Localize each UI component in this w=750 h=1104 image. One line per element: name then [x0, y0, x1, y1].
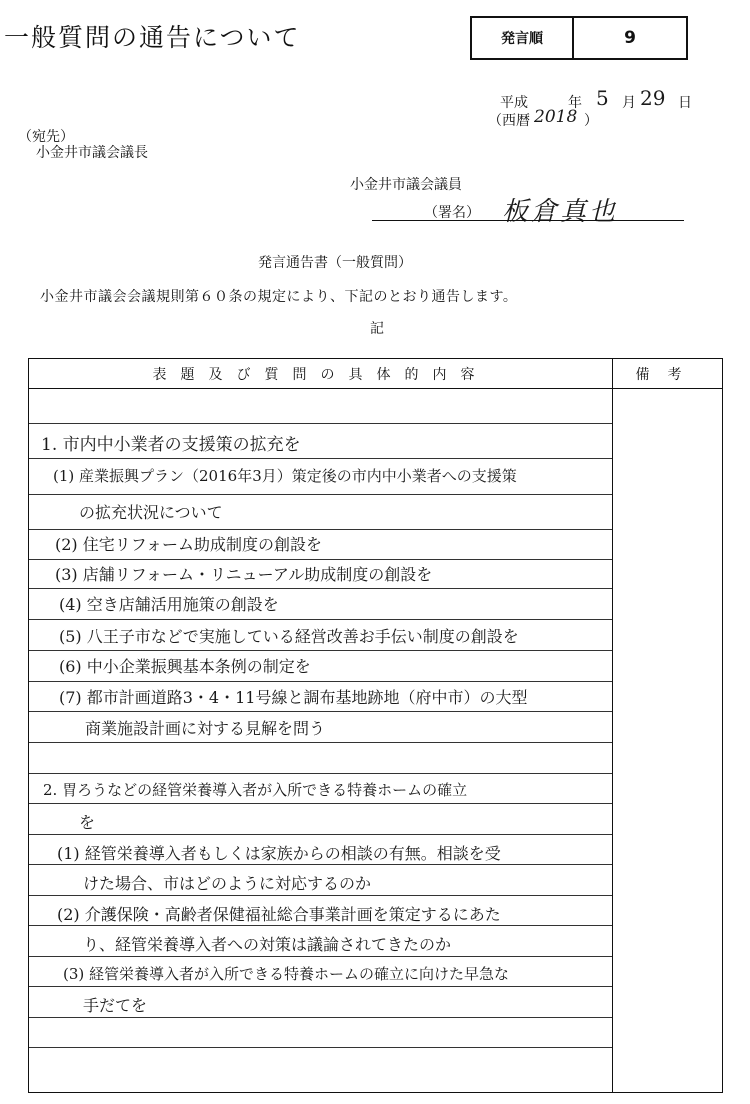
ruled-line: [29, 423, 612, 424]
question-line: の拡充状況について: [79, 503, 223, 522]
question-line: (7) 都市計画道路3・4・11号線と調布基地跡地（府中市）の大型: [59, 688, 528, 707]
date-day: 29: [640, 86, 666, 110]
ruled-line: [29, 619, 612, 620]
question-table: [28, 358, 723, 1093]
ruled-line: [29, 925, 612, 926]
date-western-open: （西暦: [488, 113, 530, 129]
question-line: (6) 中小企業振興基本条例の制定を: [59, 657, 311, 676]
ruled-line: [29, 956, 612, 957]
question-line: (2) 介護保険・高齢者保健福祉総合事業計画を策定するにあた: [57, 905, 501, 924]
ki-mark: 記: [370, 321, 384, 337]
signature-line: [372, 220, 684, 221]
date-month: 5: [596, 86, 609, 110]
addressee-label: （宛先）: [18, 129, 74, 145]
ruled-line: [29, 864, 612, 865]
question-line: (4) 空き店舗活用施策の創設を: [59, 595, 279, 614]
ruled-line: [29, 773, 612, 774]
speaking-order-box: [470, 16, 688, 60]
ruled-line: [29, 895, 612, 896]
ruled-line: [29, 588, 612, 589]
header-remarks-column: 備考: [635, 366, 700, 383]
ruled-line: [29, 529, 612, 530]
speaking-order-value: 9: [624, 28, 636, 48]
ruled-line: [29, 742, 612, 743]
sender-title: 小金井市議会議員: [350, 177, 462, 193]
header-content-column: 表題及び質問の具体的内容: [152, 366, 489, 383]
question-line: (3) 店舗リフォーム・リニューアル助成制度の創設を: [55, 565, 433, 584]
ruled-line: [29, 1047, 612, 1048]
question-line: を: [79, 813, 96, 832]
date-month-label: 月: [622, 95, 636, 111]
date-day-label: 日: [678, 95, 692, 111]
addressee-name: 小金井市議会議長: [36, 145, 148, 161]
question-line: 手だてを: [83, 996, 148, 1015]
question-line: 商業施設計画に対する見解を問う: [85, 719, 326, 738]
date-era-label: 平成: [500, 95, 528, 111]
page-title: 一般質問の通告について: [4, 23, 301, 52]
ruled-line: [29, 681, 612, 682]
document-body: 小金井市議会会議規則第６０条の規定により、下記のとおり通告します。: [40, 289, 518, 305]
ruled-line: [29, 834, 612, 835]
question-line: り、経管栄養導入者への対策は議論されてきたのか: [83, 935, 452, 954]
question-line: 2. 胃ろうなどの経管栄養導入者が入所できる特養ホームの確立: [43, 781, 468, 799]
ruled-line: [29, 986, 612, 987]
signature: 板倉真也: [502, 197, 619, 227]
signature-label: （署名）: [424, 205, 480, 221]
question-line: (2) 住宅リフォーム助成制度の創設を: [55, 535, 322, 554]
ruled-line: [29, 458, 612, 459]
table-header: [29, 359, 722, 389]
question-line: (5) 八王子市などで実施している経営改善お手伝い制度の創設を: [59, 627, 519, 646]
ruled-line: [29, 650, 612, 651]
question-line: 1. 市内中小業者の支援策の拡充を: [41, 435, 301, 455]
ruled-line: [29, 494, 612, 495]
date-western-year: 2018: [534, 107, 578, 127]
column-divider: [612, 359, 613, 1092]
document-heading: 発言通告書（一般質問）: [258, 255, 412, 271]
speaking-order-label: 発言順: [472, 18, 574, 58]
ruled-line: [29, 803, 612, 804]
ruled-line: [29, 559, 612, 560]
date-western-close: ）: [584, 113, 598, 129]
question-line: (1) 経管栄養導入者もしくは家族からの相談の有無。相談を受: [57, 844, 501, 863]
ruled-line: [29, 1017, 612, 1018]
question-line: けた場合、市はどのように対応するのか: [83, 874, 372, 893]
ruled-line: [29, 711, 612, 712]
question-line: (1) 産業振興プラン（2016年3月）策定後の市内中小業者への支援策: [53, 467, 517, 485]
question-line: (3) 経管栄養導入者が入所できる特養ホームの確立に向けた早急な: [63, 965, 510, 983]
date-year-label: 年: [568, 95, 582, 111]
